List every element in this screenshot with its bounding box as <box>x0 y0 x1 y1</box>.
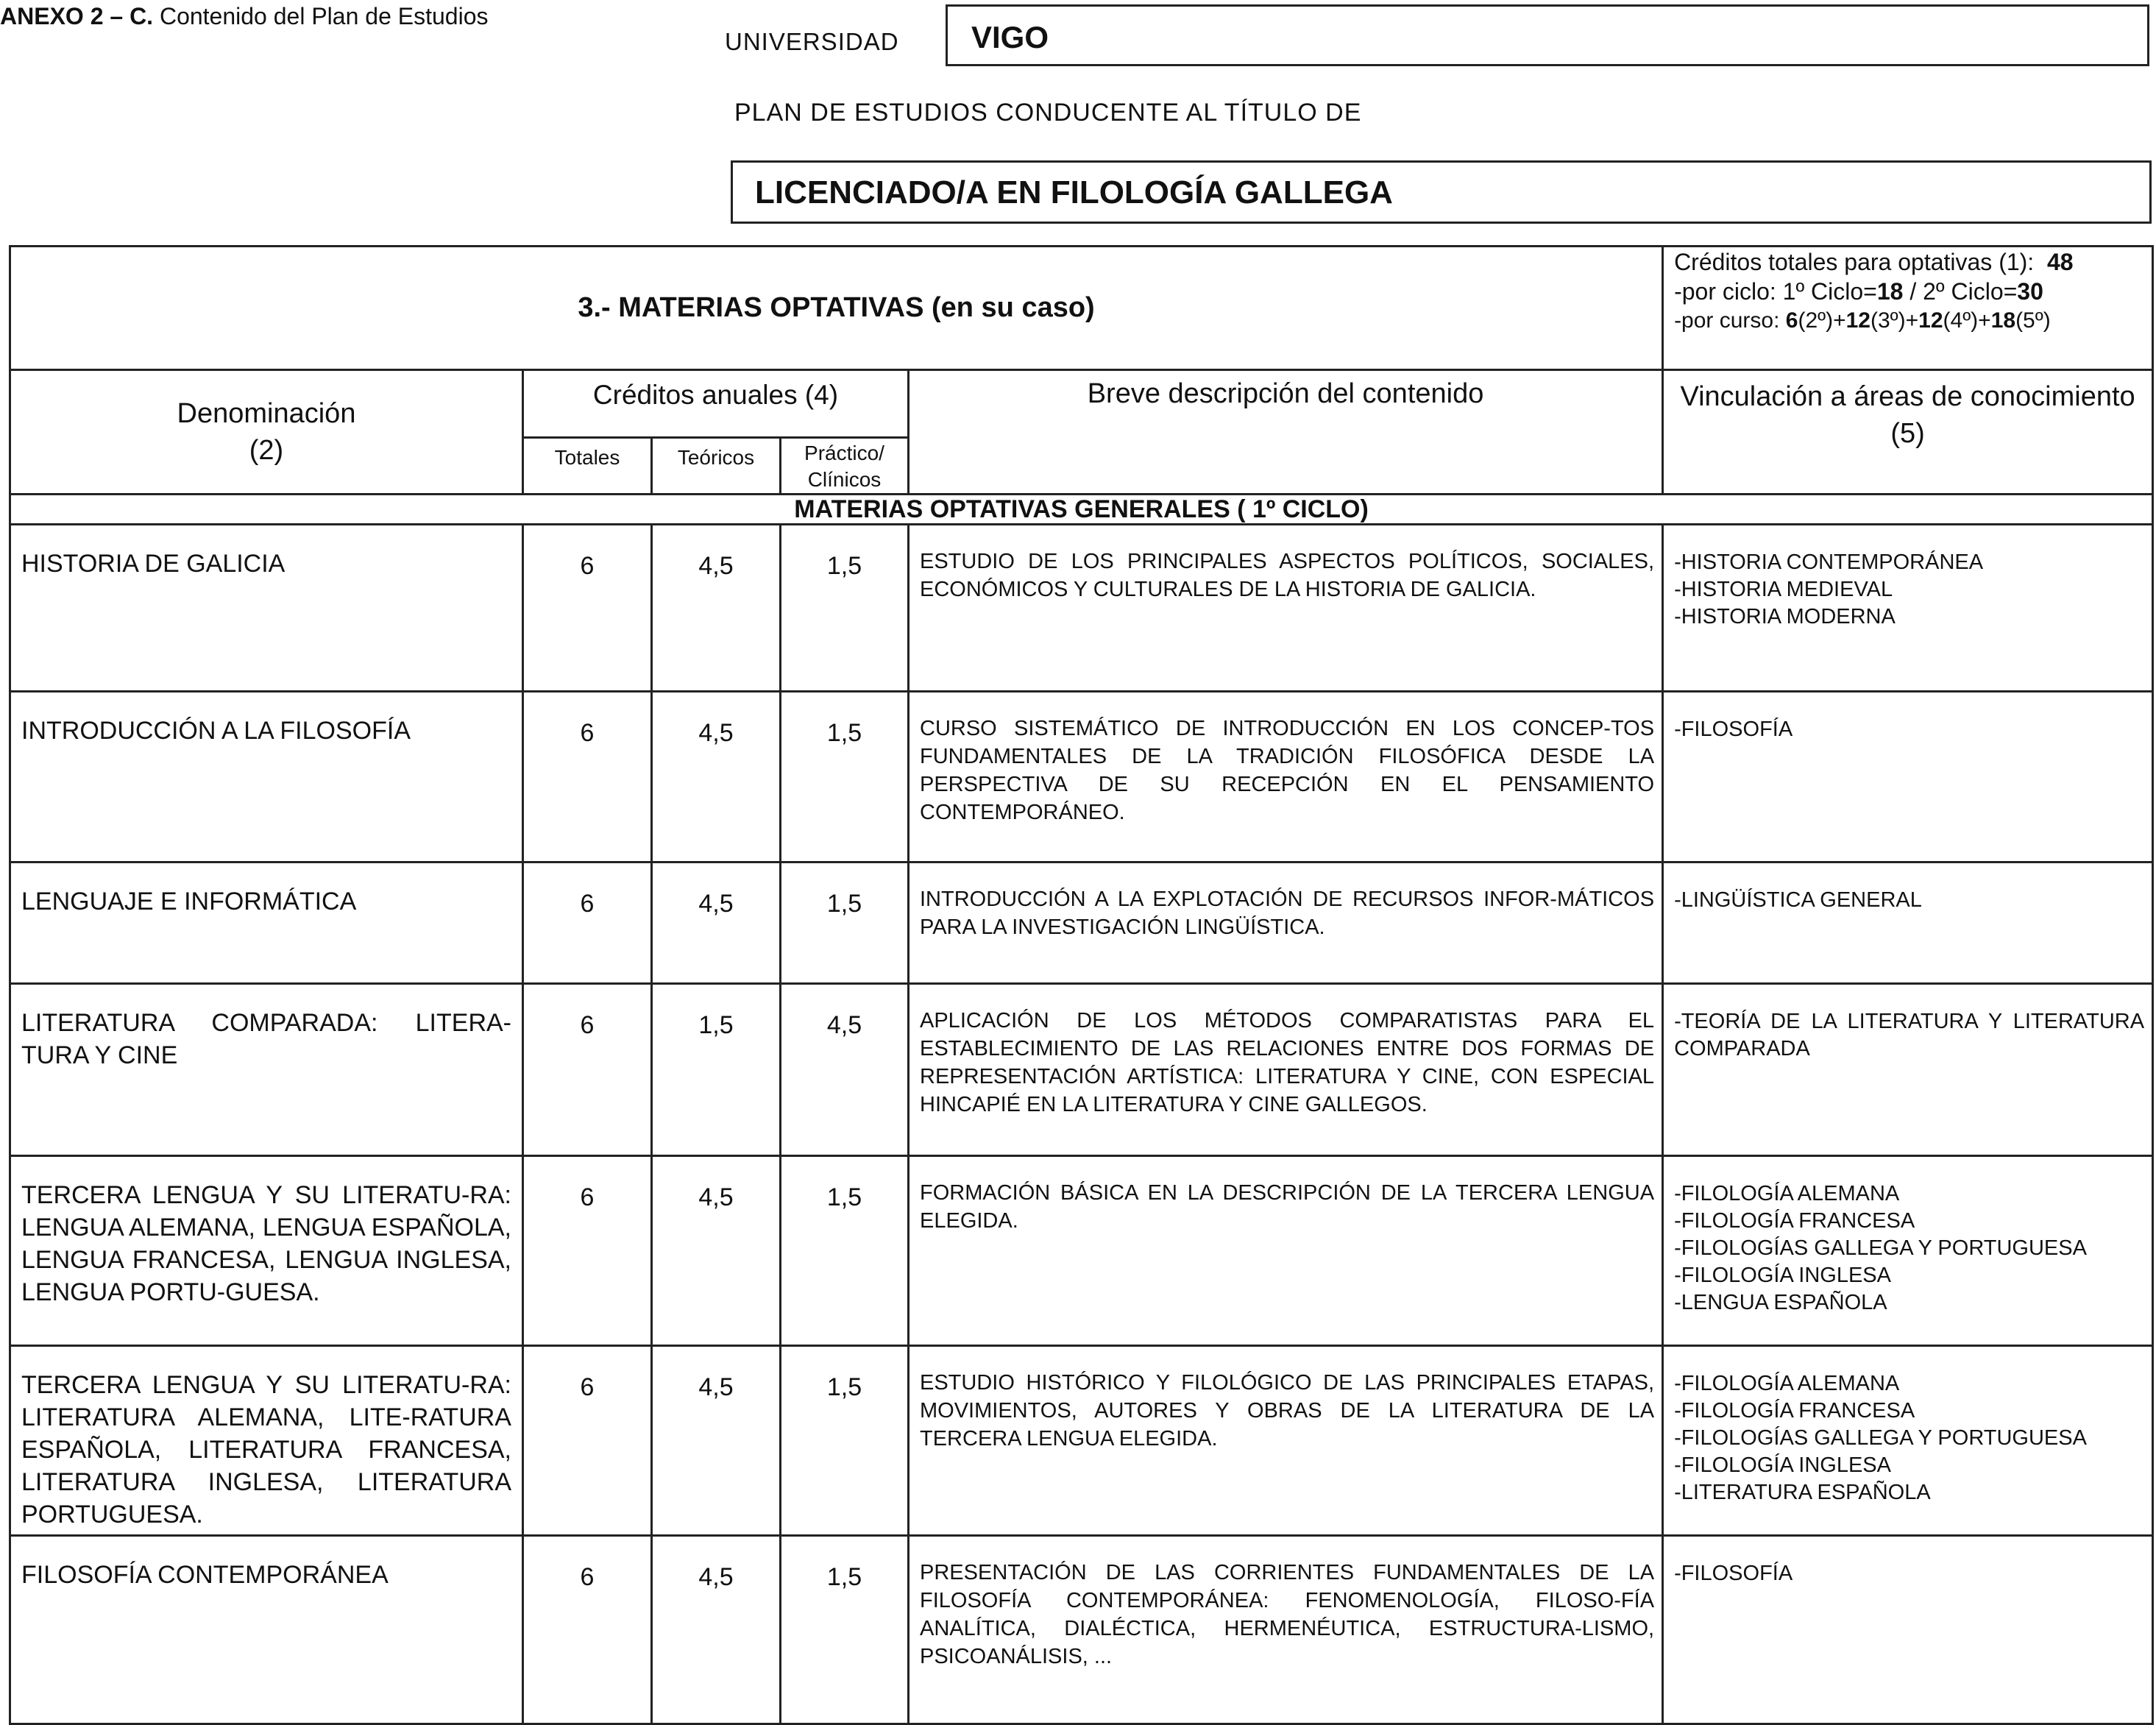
subject-description: ESTUDIO HISTÓRICO Y FILOLÓGICO DE LAS PRINCIPALES ETAPAS, MOVIMIENTOS, AUTORES Y OBRAS DE LA LITERATURA DE LA TERCERA LENGUA ELEGIDA. <box>909 1346 1663 1536</box>
subject-name: INTRODUCCIÓN A LA FILOSOFÍA <box>10 692 523 862</box>
col-header-descripcion: Breve descripción del contenido <box>909 370 1663 495</box>
subject-name: FILOSOFÍA CONTEMPORÁNEA <box>10 1536 523 1724</box>
credits-totales: 6 <box>523 692 652 862</box>
table-row <box>10 1156 2153 1346</box>
subject-name: TERCERA LENGUA Y SU LITERATU-RA: LENGUA ALEMANA, LENGUA ESPAÑOLA, LENGUA FRANCESA, LENGUA INGLESA, LENGUA PORTU-GUESA. <box>10 1156 523 1346</box>
knowledge-area-item: -LITERATURA ESPAÑOLA <box>1674 1481 1931 1504</box>
course3-suffix: (3º)+ <box>1870 308 1919 333</box>
subject-description: PRESENTACIÓN DE LAS CORRIENTES FUNDAMENTALES DE LA FILOSOFÍA CONTEMPORÁNEA: FENOMENOLOGÍA, FILOSO-FÍA ANALÍTICA, DIALÉCTICA, HERMENÉUTICA, ESTRUCTURA-LISMO, PSICOANÁLISIS, ... <box>909 1536 1663 1724</box>
knowledge-area-item: -HISTORIA CONTEMPORÁNEA <box>1674 550 1984 574</box>
plan-label: PLAN DE ESTUDIOS CONDUCENTE AL TÍTULO DE <box>734 99 1362 127</box>
knowledge-areas <box>1663 1346 2153 1536</box>
group-title: MATERIAS OPTATIVAS GENERALES ( 1º CICLO) <box>10 495 2153 525</box>
course5-suffix: (5º) <box>2015 308 2051 333</box>
totals-value: 48 <box>2046 249 2074 275</box>
credits-practicos: 1,5 <box>781 862 909 984</box>
cycle2-credits: 30 <box>2017 278 2043 305</box>
credits-teoricos: 4,5 <box>652 692 781 862</box>
denominacion-note: (2) <box>249 435 284 466</box>
course5-credits: 18 <box>1990 308 2016 333</box>
cycle1-credits: 18 <box>1876 278 1904 305</box>
knowledge-area-item: -FILOLOGÍA FRANCESA <box>1674 1399 1915 1423</box>
credits-practicos: 4,5 <box>781 984 909 1156</box>
knowledge-areas <box>1663 1536 2153 1724</box>
knowledge-area-item: -FILOLOGÍA FRANCESA <box>1674 1209 1915 1233</box>
col-header-vinculacion: Vinculación a áreas de conocimiento (5) <box>1663 370 2153 495</box>
credits-teoricos: 1,5 <box>652 984 781 1156</box>
degree-title-box: LICENCIADO/A EN FILOLOGÍA GALLEGA <box>731 160 2152 224</box>
credits-totales: 6 <box>523 1346 652 1536</box>
subject-rows <box>10 525 2153 1724</box>
subject-description: INTRODUCCIÓN A LA EXPLOTACIÓN DE RECURSOS INFOR-MÁTICOS PARA LA INVESTIGACIÓN LINGÜÍSTICA. <box>909 862 1663 984</box>
course2-suffix: (2º)+ <box>1798 308 1846 333</box>
col-header-totales: Totales <box>523 438 652 495</box>
table-row <box>10 692 2153 862</box>
subject-name: HISTORIA DE GALICIA <box>10 525 523 692</box>
knowledge-area-item: -LENGUA ESPAÑOLA <box>1674 1291 1887 1314</box>
knowledge-areas <box>1663 862 2153 984</box>
subject-description: ESTUDIO DE LOS PRINCIPALES ASPECTOS POLÍTICOS, SOCIALES, ECONÓMICOS Y CULTURALES DE LA HISTORIA DE GALICIA. <box>909 525 1663 692</box>
knowledge-area-item: -FILOLOGÍA ALEMANA <box>1674 1182 1900 1205</box>
knowledge-area-item: -FILOLOGÍA INGLESA <box>1674 1264 1891 1287</box>
credits-practicos: 1,5 <box>781 1346 909 1536</box>
credits-totales: 6 <box>523 862 652 984</box>
table-row <box>10 984 2153 1156</box>
subject-name: LITERATURA COMPARADA: LITERA-TURA Y CINE <box>10 984 523 1156</box>
subject-name: TERCERA LENGUA Y SU LITERATU-RA: LITERATURA ALEMANA, LITE-RATURA ESPAÑOLA, LITERATURA FRANCESA, LITERATURA INGLESA, LITERATURA PORTUGUESA. <box>10 1346 523 1536</box>
credits-teoricos: 4,5 <box>652 862 781 984</box>
course3-credits: 12 <box>1845 308 1870 333</box>
table-row <box>10 525 2153 692</box>
knowledge-area-item: -FILOSOFÍA <box>1674 718 1793 741</box>
course4-credits: 12 <box>1918 308 1943 333</box>
knowledge-area-item: -FILOLOGÍA INGLESA <box>1674 1453 1891 1477</box>
knowledge-area-item: -FILOLOGÍAS GALLEGA Y PORTUGUESA <box>1674 1426 2087 1450</box>
knowledge-areas <box>1663 692 2153 862</box>
annex-heading <box>0 3 488 30</box>
knowledge-area-item: -HISTORIA MODERNA <box>1674 605 1896 628</box>
credit-totals <box>1663 247 2153 370</box>
credits-totales: 6 <box>523 1536 652 1724</box>
knowledge-area-item: -LINGÜÍSTICA GENERAL <box>1674 888 1922 912</box>
subject-description: CURSO SISTEMÁTICO DE INTRODUCCIÓN EN LOS CONCEP-TOS FUNDAMENTALES DE LA TRADICIÓN FILOSÓFICA DESDE LA PERSPECTIVA DE SU RECEPCIÓN EN EL PENSAMIENTO CONTEMPORÁNEO. <box>909 692 1663 862</box>
course4-suffix: (4º)+ <box>1943 308 1991 333</box>
optional-subjects-table <box>9 245 2154 1725</box>
table-row <box>10 862 2153 984</box>
annex-text: Contenido del Plan de Estudios <box>159 3 489 29</box>
credits-totales: 6 <box>523 525 652 692</box>
knowledge-areas <box>1663 984 2153 1156</box>
credits-totales: 6 <box>523 984 652 1156</box>
col-header-teoricos: Teóricos <box>652 438 781 495</box>
credits-practicos: 1,5 <box>781 1536 909 1724</box>
university-name-box: VIGO <box>946 4 2149 66</box>
credits-practicos: 1,5 <box>781 525 909 692</box>
knowledge-area-item: -FILOLOGÍAS GALLEGA Y PORTUGUESA <box>1674 1236 2087 1260</box>
denominacion-label: Denominación <box>177 398 356 429</box>
annex-code: ANEXO 2 – C. <box>0 3 154 29</box>
totals-label: Créditos totales para optativas (1): <box>1674 249 2035 275</box>
col-header-creditos: Créditos anuales (4) <box>523 370 909 438</box>
subject-name: LENGUAJE E INFORMÁTICA <box>10 862 523 984</box>
col-header-denominacion <box>10 370 523 495</box>
knowledge-area-item: -HISTORIA MEDIEVAL <box>1674 578 1893 601</box>
knowledge-areas <box>1663 1156 2153 1346</box>
course2-credits: 6 <box>1785 308 1798 333</box>
university-label: UNIVERSIDAD <box>725 28 899 55</box>
credits-teoricos: 4,5 <box>652 1346 781 1536</box>
credits-teoricos: 4,5 <box>652 525 781 692</box>
course-prefix: -por curso: <box>1674 308 1786 333</box>
knowledge-area-item: -FILOLOGÍA ALEMANA <box>1674 1372 1900 1395</box>
knowledge-areas <box>1663 525 2153 692</box>
table-row <box>10 1346 2153 1536</box>
knowledge-area-item: -TEORÍA DE LA LITERATURA Y LITERATURA COMPARADA <box>1674 1010 2145 1060</box>
knowledge-area-item: -FILOSOFÍA <box>1674 1562 1793 1585</box>
cycle-mid: / 2º Ciclo= <box>1903 278 2018 305</box>
subject-description: FORMACIÓN BÁSICA EN LA DESCRIPCIÓN DE LA TERCERA LENGUA ELEGIDA. <box>909 1156 1663 1346</box>
credits-practicos: 1,5 <box>781 1156 909 1346</box>
section-title: 3.- MATERIAS OPTATIVAS (en su caso) <box>10 247 1663 370</box>
subject-description: APLICACIÓN DE LOS MÉTODOS COMPARATISTAS PARA EL ESTABLECIMIENTO DE LAS RELACIONES ENTRE DOS FORMAS DE REPRESENTACIÓN ARTÍSTICA: LITERATURA Y CINE, CON ESPECIAL HINCAPIÉ EN LA LITERATURA Y CINE GALLEGOS. <box>909 984 1663 1156</box>
credits-totales: 6 <box>523 1156 652 1346</box>
table-row <box>10 1536 2153 1724</box>
credits-teoricos: 4,5 <box>652 1536 781 1724</box>
credits-teoricos: 4,5 <box>652 1156 781 1346</box>
cycle-prefix: -por ciclo: 1º Ciclo= <box>1674 278 1877 305</box>
col-header-practicos: Práctico/ Clínicos <box>781 438 909 495</box>
credits-practicos: 1,5 <box>781 692 909 862</box>
